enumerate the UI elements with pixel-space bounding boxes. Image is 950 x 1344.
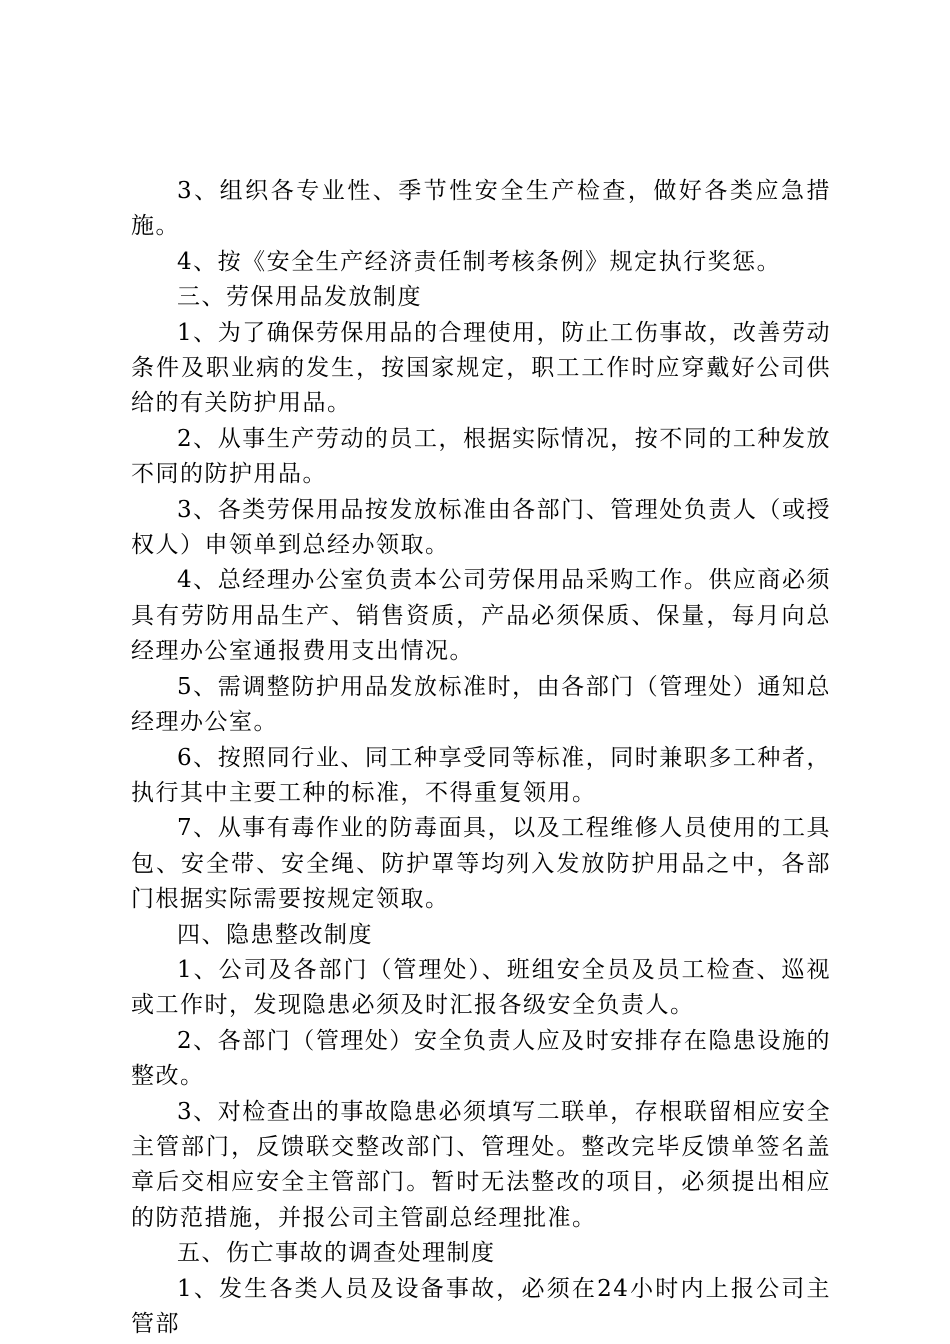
paragraph-hazard-1: 1、公司及各部门（管理处）、班组安全员及员工检查、巡视或工作时，发现隐患必须及时汇报各级安全负责人。 bbox=[131, 956, 831, 1019]
paragraph-ppe-7: 7、从事有毒作业的防毒面具，以及工程维修人员使用的工具包、安全带、安全绳、防护罩等均列入发放防护用品之中，各部门根据实际需要按规定领取。 bbox=[131, 815, 831, 913]
paragraph-accident-1: 1、发生各类人员及设备事故，必须在24小时内上报公司主管部 bbox=[131, 1275, 831, 1337]
paragraph-hazard-2: 2、各部门（管理处）安全负责人应及时安排存在隐患设施的整改。 bbox=[131, 1027, 831, 1090]
paragraph-ppe-1: 1、为了确保劳保用品的合理使用，防止工伤事故，改善劳动条件及职业病的发生，按国家规定，职工工作时应穿戴好公司供给的有关防护用品。 bbox=[131, 319, 831, 417]
paragraph-hazard-3: 3、对检查出的事故隐患必须填写二联单，存根联留相应安全主管部门，反馈联交整改部门、管理处。整改完毕反馈单签名盖章后交相应安全主管部门。暂时无法整改的项目，必须提出相应的防范措施，并报公司主管副总经理批准。 bbox=[131, 1098, 831, 1231]
paragraph-rewards: 4、按《安全生产经济责任制考核条例》规定执行奖惩。 bbox=[177, 248, 782, 275]
document-body bbox=[131, 174, 831, 1342]
section-heading-accident: 五、伤亡事故的调查处理制度 bbox=[177, 1240, 496, 1267]
paragraph-inspection: 3、组织各专业性、季节性安全生产检查，做好各类应急措施。 bbox=[131, 178, 831, 240]
paragraph-ppe-5: 5、需调整防护用品发放标准时，由各部门（管理处）通知总经理办公室。 bbox=[131, 673, 831, 736]
paragraph-ppe-2: 2、从事生产劳动的员工，根据实际情况，按不同的工种发放不同的防护用品。 bbox=[131, 425, 831, 488]
paragraph-ppe-4: 4、总经理办公室负责本公司劳保用品采购工作。供应商必须具有劳防用品生产、销售资质，产品必须保质、保量，每月向总经理办公室通报费用支出情况。 bbox=[131, 567, 831, 665]
section-heading-ppe: 三、劳保用品发放制度 bbox=[177, 284, 422, 311]
paragraph-ppe-6: 6、按照同行业、同工种享受同等标准，同时兼职多工种者，执行其中主要工种的标准，不得重复领用。 bbox=[131, 744, 831, 806]
paragraph-ppe-3: 3、各类劳保用品按发放标准由各部门、管理处负责人（或授权人）申领单到总经办领取。 bbox=[131, 496, 831, 559]
section-heading-hazard: 四、隐患整改制度 bbox=[177, 921, 373, 948]
